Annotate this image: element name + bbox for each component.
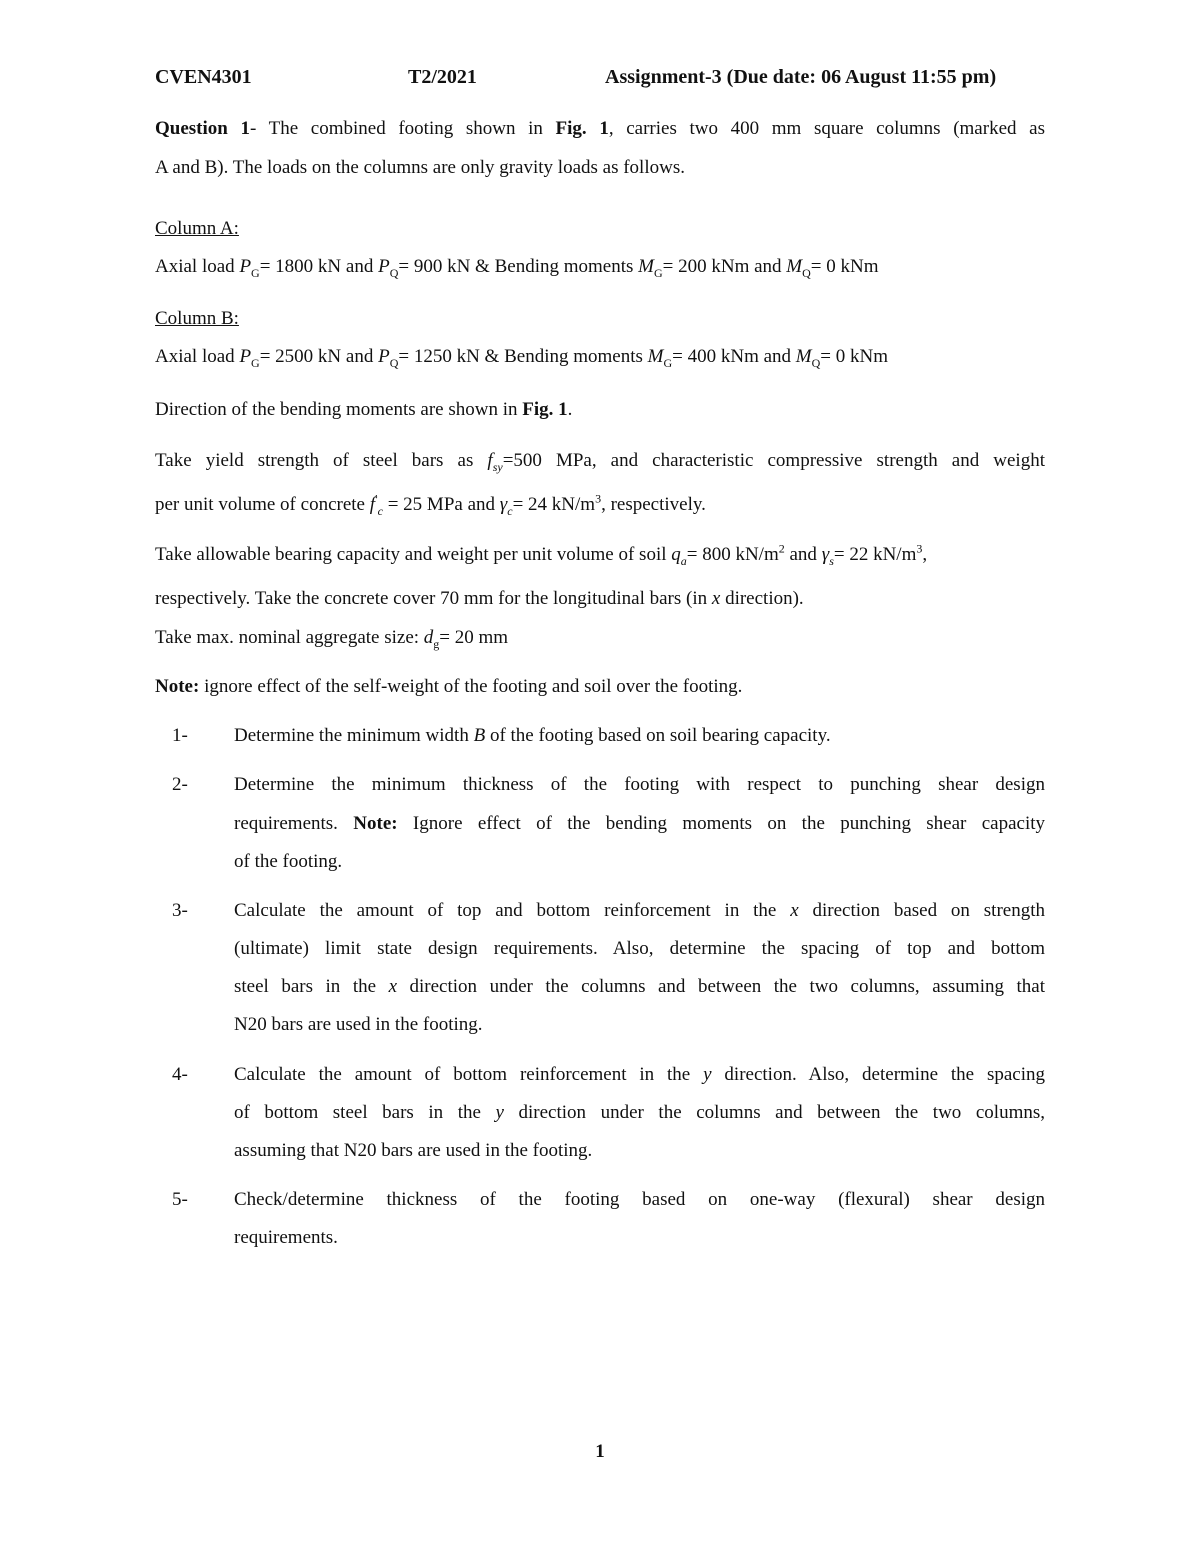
soil-line1: Take allowable bearing capacity and weight per unit volume of soil $q_a= 800$ $kN/m^2$ and $\gamma_s= 22$ $kN/m^3$, xyxy=(155,541,928,568)
item-number: 3- xyxy=(172,900,188,921)
item-number: 2- xyxy=(172,774,188,795)
direction-note: Direction of the bending moments are shown in Fig. 1. xyxy=(155,399,573,420)
question-intro-line1: Question 1- The combined footing shown in Fig. 1, carries two 400 mm square columns (marked as xyxy=(155,118,1045,139)
fig-reference: Fig. 1 xyxy=(555,118,609,139)
term: T2/2021 xyxy=(408,66,477,88)
list-item-line: of the footing. xyxy=(234,851,343,872)
list-item-line: assuming that N20 bars are used in the footing. xyxy=(234,1140,593,1161)
course-code: CVEN4301 xyxy=(155,66,252,88)
soil-line2: respectively. Take the concrete cover 70 mm for the longitudinal bars (in x direction). xyxy=(155,588,804,609)
list-item-line: Calculate the amount of bottom reinforcement in the y direction. Also, determine the spacing xyxy=(234,1064,1046,1085)
self-weight-note: Note: ignore effect of the self-weight of the footing and soil over the footing. xyxy=(155,676,743,697)
assignment-title: Assignment-3 (Due date: 06 August 11:55 pm) xyxy=(605,66,997,88)
list-item-line: N20 bars are used in the footing. xyxy=(234,1014,483,1035)
materials-line2: per unit volume of concrete $f'_c = 25$ MPa and $\gamma_c= 24$ $kN/m^3$, respectively. xyxy=(155,491,706,518)
page-number: 1 xyxy=(595,1441,605,1462)
materials-line1: Take yield strength of steel bars as $f_{sy}=500$ MPa, and characteristic compressive strength and weight xyxy=(155,450,1045,474)
column-b-title: Column B: xyxy=(155,308,239,329)
list-item-line: Determine the minimum thickness of the footing with respect to punching shear design xyxy=(234,774,1045,795)
question-intro-line2: A and B). The loads on the columns are only gravity loads as follows. xyxy=(155,157,685,178)
list-item-line: (ultimate) limit state design requirements. Also, determine the spacing of top and bottom xyxy=(234,938,1045,959)
list-item-line: requirements. xyxy=(234,1227,338,1248)
list-item: Determine the minimum width B of the footing based on soil bearing capacity. xyxy=(234,725,831,746)
item-number: 4- xyxy=(172,1064,188,1085)
question-label: Question 1 xyxy=(155,118,250,139)
list-item-line: steel bars in the x direction under the columns and between the two columns, assuming that xyxy=(234,976,1045,997)
aggregate-size: Take max. nominal aggregate size: $d_g= 20$ mm xyxy=(155,627,509,651)
item-number: 5- xyxy=(172,1189,188,1210)
column-a-loads: Axial load $P_G= 1800$ kN and $P_Q= 900$ kN & Bending moments $M_G= 200$ kNm and $M_Q= 0$ kNm xyxy=(155,256,879,280)
column-a-title: Column A: xyxy=(155,218,239,239)
list-item-line: Calculate the amount of top and bottom reinforcement in the x direction based on strength xyxy=(234,900,1045,921)
list-item-line: of bottom steel bars in the y direction under the columns and between the two columns, xyxy=(234,1102,1045,1123)
list-item-line: requirements. Note: Ignore effect of the bending moments on the punching shear capacity xyxy=(234,813,1045,834)
item-number: 1- xyxy=(172,725,188,746)
list-item-line: Check/determine thickness of the footing based on one-way (flexural) shear design xyxy=(234,1189,1045,1210)
column-b-loads: Axial load $P_G= 2500$ kN and $P_Q= 1250$ kN & Bending moments $M_G= 400$ kNm and $M_Q= 0$ kNm xyxy=(155,346,889,370)
